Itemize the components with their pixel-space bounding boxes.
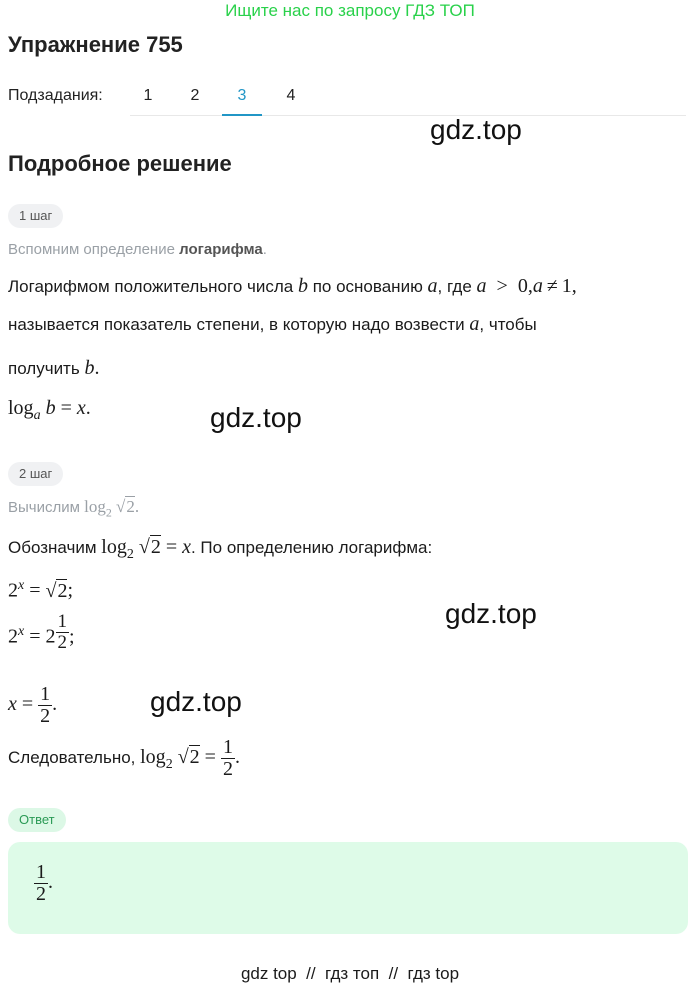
- equation-3: x = $\frac{1}{2}$ .: [8, 683, 58, 727]
- answer-value: $\frac{1}{2}$ .: [36, 861, 53, 905]
- active-tab-indicator: [222, 114, 262, 116]
- watermark: gdz.top: [430, 114, 522, 145]
- subtasks-label: Подзадания:: [8, 87, 103, 104]
- watermark: gdz.top: [210, 402, 302, 433]
- step-2-badge: 2 шаг: [8, 462, 63, 486]
- denote-line: Обозначим $\log_2 √2 = x$. По определению логарифма:: [8, 536, 433, 562]
- watermark: gdz.top: [445, 598, 537, 629]
- step-1-badge: 1 шаг: [8, 204, 63, 228]
- section-heading: Подробное решение: [8, 151, 232, 176]
- tab-3[interactable]: 3: [237, 87, 247, 104]
- watermark: gdz.top: [150, 686, 242, 717]
- answer-box: [8, 842, 688, 934]
- tab-4[interactable]: 4: [286, 87, 296, 104]
- top-banner: Ищите нас по запросу ГДЗ ТОП: [225, 1, 475, 20]
- tab-2[interactable]: 2: [190, 87, 200, 104]
- footer-links: gdz top // гдз топ // гдз top: [240, 964, 460, 983]
- log-definition-formula: $\log_a b = x$.: [8, 397, 91, 423]
- definition-line-2: называется показатель степени, в которую надо возвести a, чтобы: [8, 313, 537, 335]
- step-2-intro: Вычислим $\log_2 √2$.: [8, 497, 140, 520]
- definition-line-1: Логарифмом положительного числа b по основанию a, где a > 0,a ≠ 1,: [8, 275, 577, 297]
- step-1-intro: Вспомним определение логарифма.: [8, 241, 267, 258]
- conclusion-line: Следовательно, $\log_2 √2$ = $\frac{1}{2}$ .: [8, 736, 240, 780]
- equation-1: 2$^x$ = √2;: [8, 578, 74, 602]
- tab-1[interactable]: 1: [143, 87, 153, 104]
- tabs-divider: [130, 115, 686, 116]
- definition-line-3: получить b.: [8, 357, 100, 379]
- answer-badge: Ответ: [8, 808, 66, 832]
- equation-2: 2$^x$ = 2 $\frac{1}{2}$ ;: [8, 611, 75, 653]
- page-title: Упражнение 755: [8, 32, 183, 57]
